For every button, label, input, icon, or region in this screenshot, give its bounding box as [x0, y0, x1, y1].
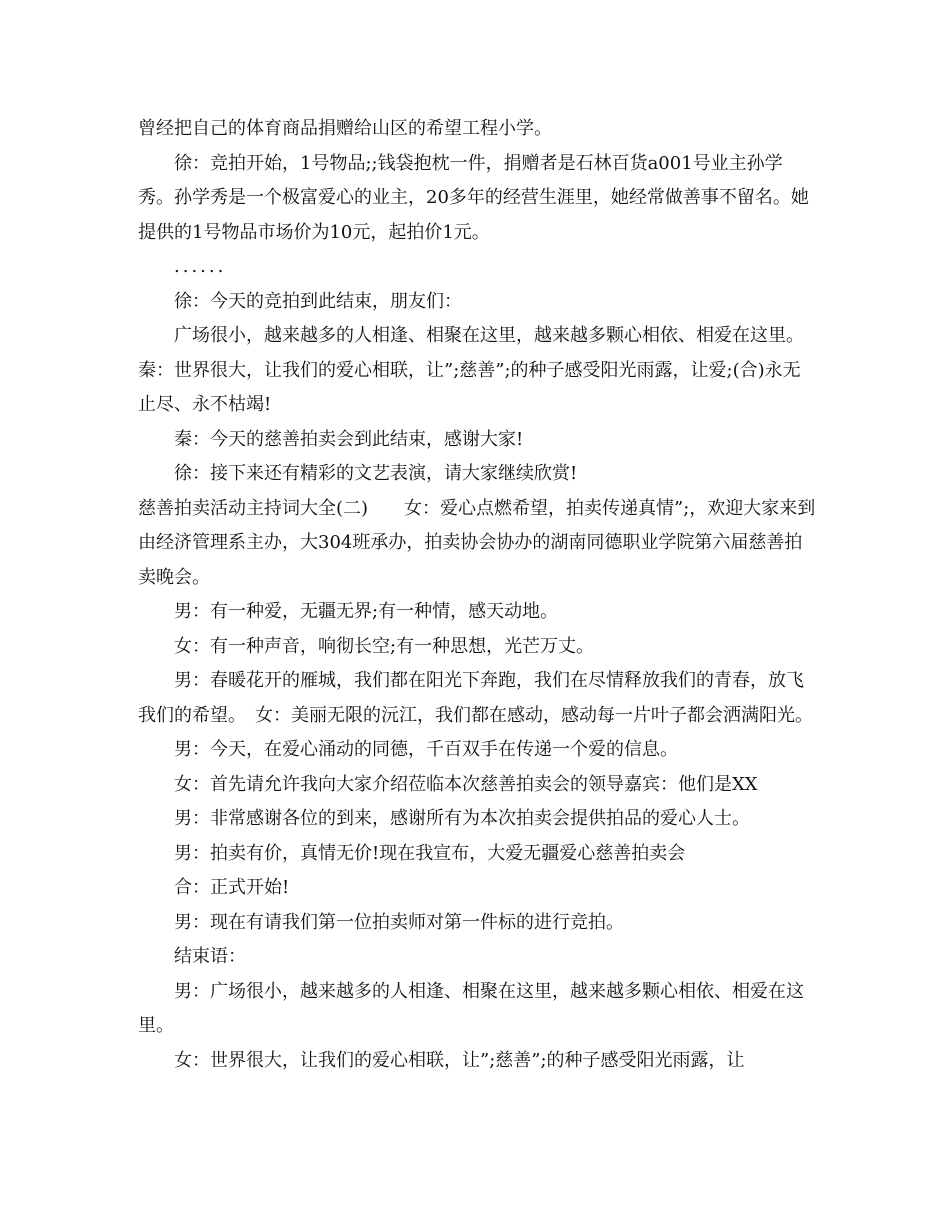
paragraph-2: ...... [174, 256, 227, 277]
paragraph-7: 慈善拍卖活动主持词大全(二) 女：爱心点燃希望，拍卖传递真情”;，欢迎大家来到由经济管理系主办，大304班承办，拍卖协会协办的湖南同德职业学院第六届慈善拍卖晚会。 [138, 497, 816, 588]
paragraph-10: 男：春暖花开的雁城，我们都在阳光下奔跑，我们在尽情释放我们的青春，放飞我们的希望。 女：美丽无限的沅江，我们都在感动，感动每一片叶子都会洒满阳光。 [138, 670, 813, 726]
paragraph-5: 秦：今天的慈善拍卖会到此结束，感谢大家! [174, 428, 524, 450]
paragraph-18: 男：广场很小，越来越多的人相逢、相聚在这里，越来越多颗心相依、相爱在这里。 [138, 980, 804, 1036]
document-body [138, 112, 818, 1078]
paragraph-14: 男：拍卖有价，真情无价!现在我宣布，大爱无疆爱心慈善拍卖会 [174, 842, 686, 864]
paragraph-3: 徐：今天的竞拍到此结束，朋友们： [174, 290, 462, 312]
paragraph-0: 曾经把自己的体育商品捐赠给山区的希望工程小学。 [138, 118, 552, 139]
paragraph-19: 女：世界很大，让我们的爱心相联，让”;慈善”;的种子感受阳光雨露，让 [174, 1049, 745, 1071]
paragraph-12: 女：首先请允许我向大家介绍莅临本次慈善拍卖会的领导嘉宾：他们是XX [174, 773, 758, 795]
paragraph-11: 男：今天，在爱心涌动的同德，千百双手在传递一个爱的信息。 [174, 739, 678, 760]
paragraph-9: 女：有一种声音，响彻长空;有一种思想，光芒万丈。 [174, 635, 595, 657]
paragraph-8: 男：有一种爱，无疆无界;有一种情，感天动地。 [174, 601, 559, 622]
paragraph-16: 男：现在有请我们第一位拍卖师对第一件标的进行竞拍。 [174, 911, 624, 933]
paragraph-4: 广场很小，越来越多的人相逢、相聚在这里，越来越多颗心相依、相爱在这里。 秦：世界很大，让我们的爱心相联，让”;慈善”;的种子感受阳光雨露，让爱;(合)永无止尽、永不枯竭! [138, 325, 804, 415]
paragraph-6: 徐：接下来还有精彩的文艺表演，请大家继续欣赏! [174, 463, 578, 484]
paragraph-15: 合：正式开始! [174, 877, 290, 898]
paragraph-1: 徐：竞拍开始，1号物品;;钱袋抱枕一件，捐赠者是石林百货a001号业主孙学秀。孙学秀是一个极富爱心的业主，20多年的经营生涯里，她经常做善事不留名。她提供的1号物品市场价为10元，起拍价1元。 [138, 152, 809, 243]
paragraph-17: 结束语： [174, 946, 246, 967]
paragraph-13: 男：非常感谢各位的到来，感谢所有为本次拍卖会提供拍品的爱心人士。 [174, 808, 750, 829]
